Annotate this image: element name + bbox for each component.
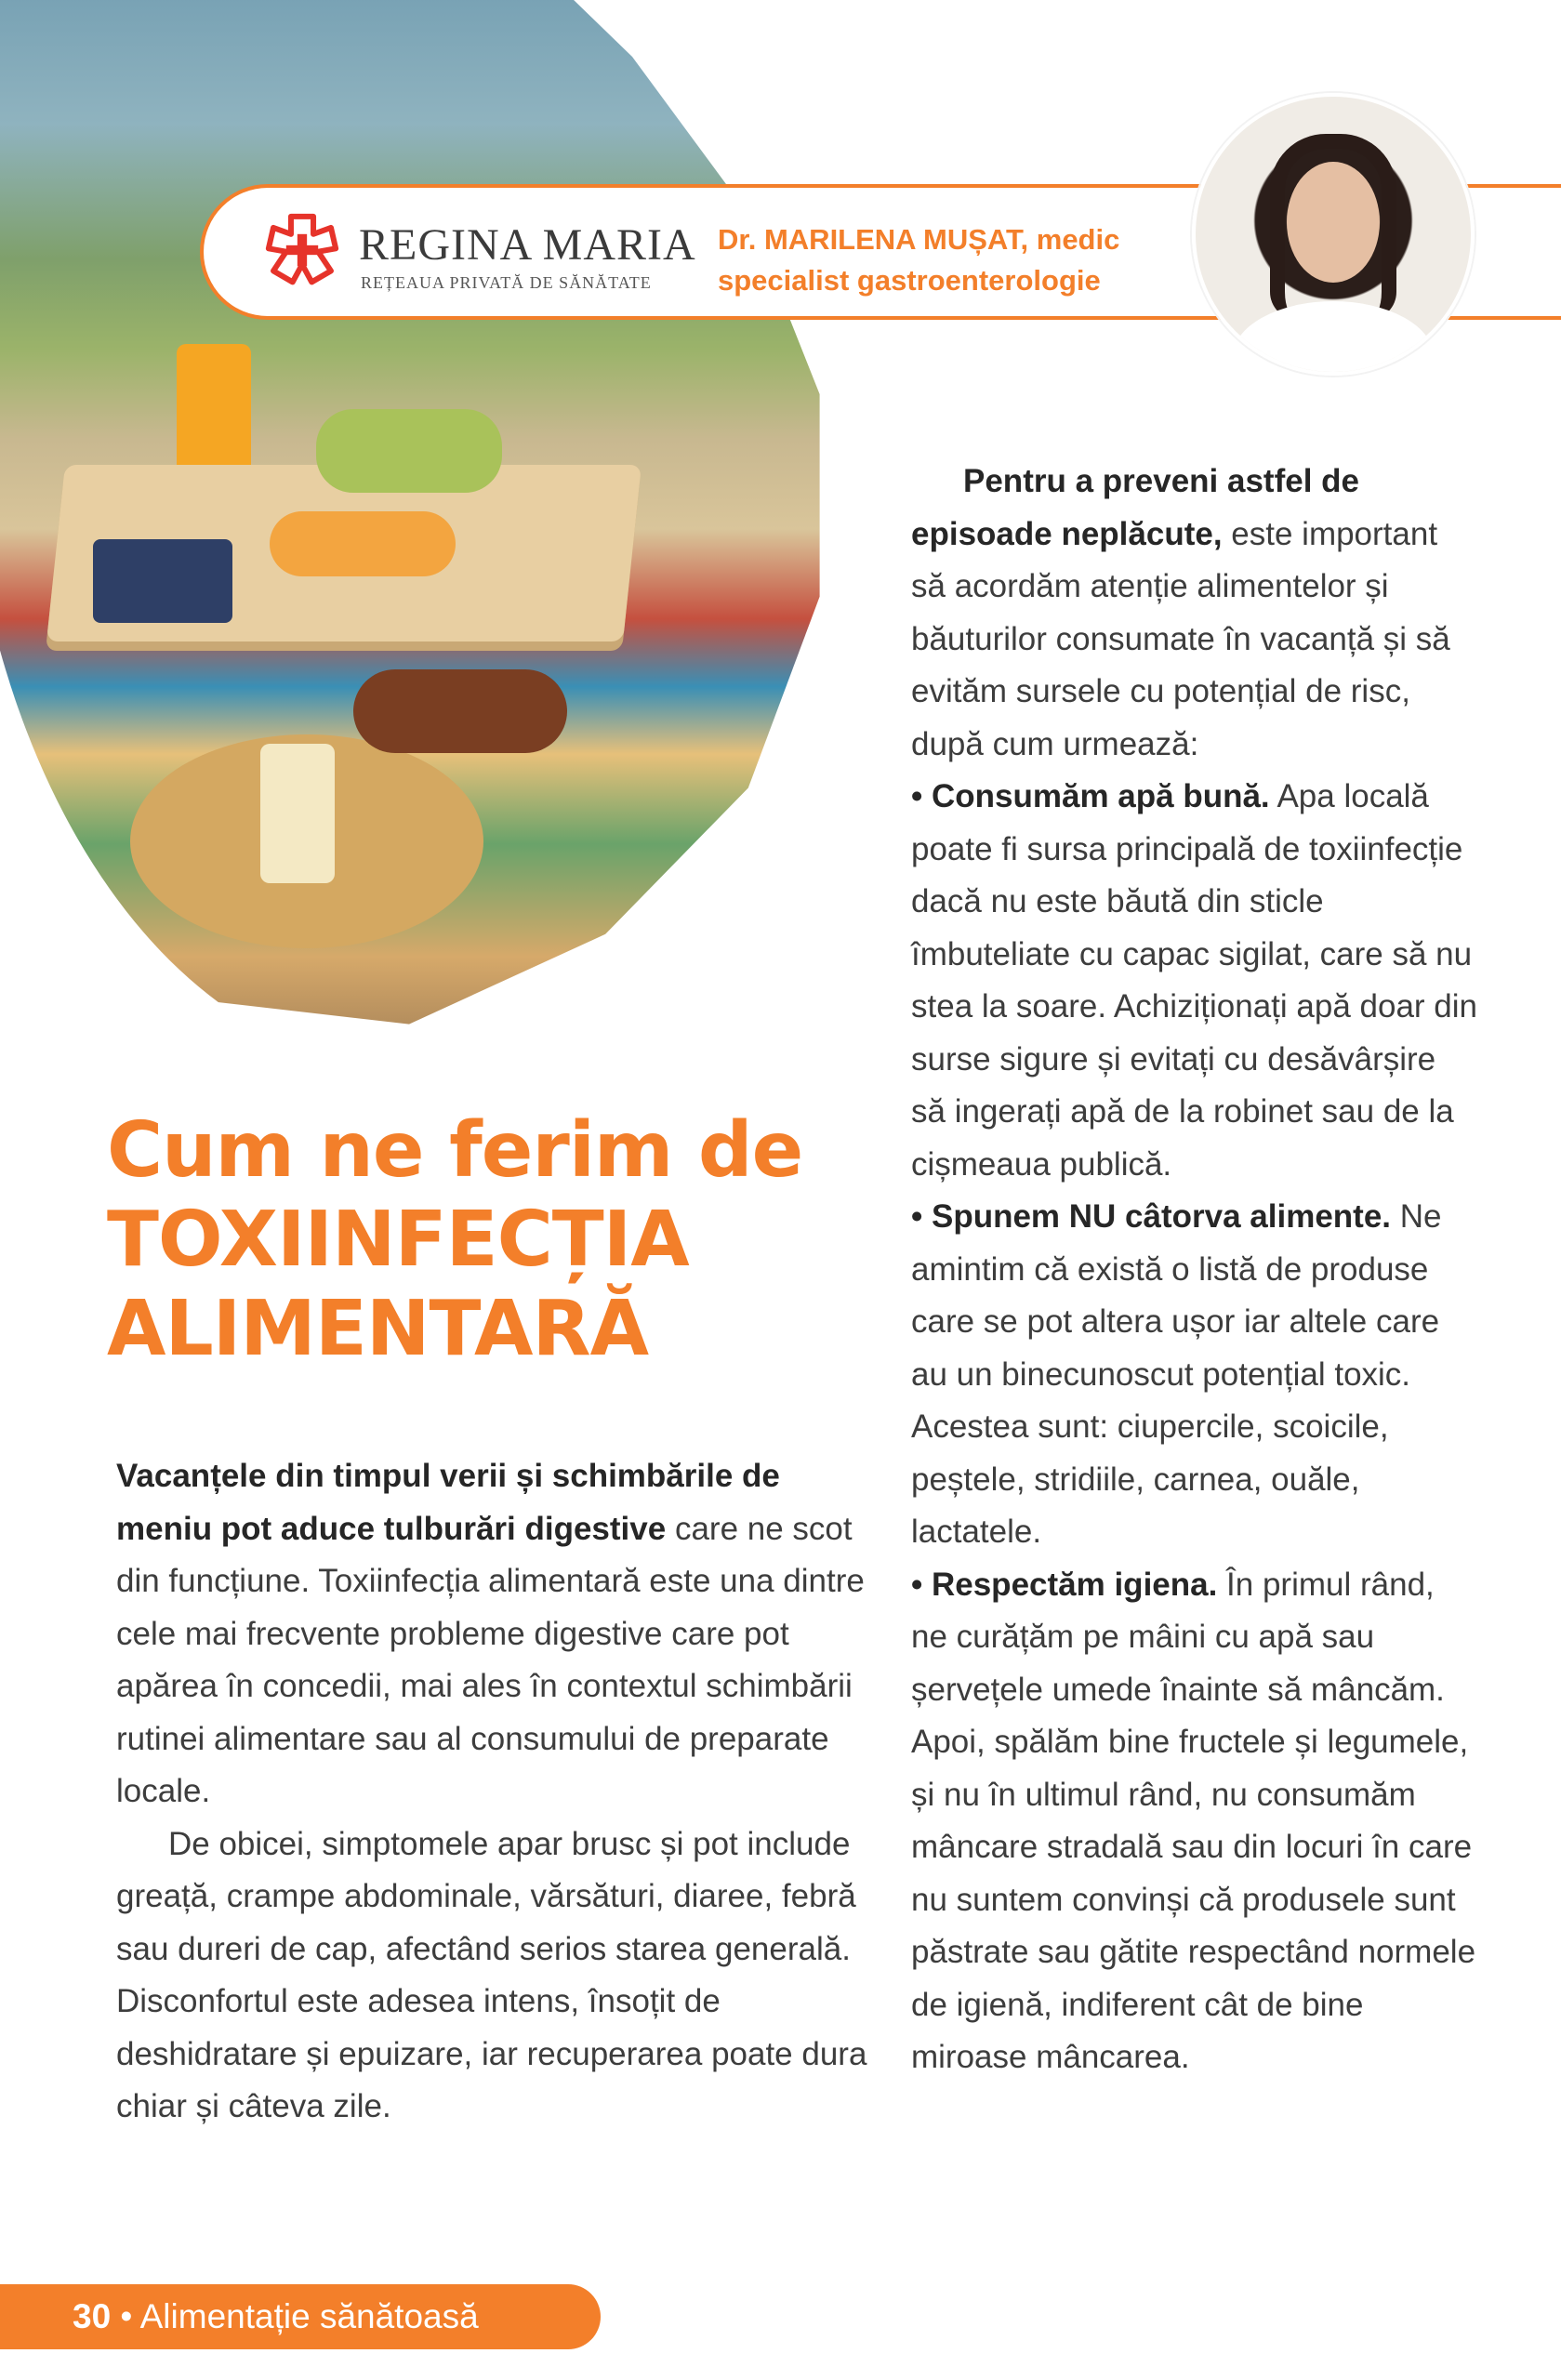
lead-bold: Vacanțele din timpul verii și schimbările de meniu pot aduce tulburări digestive bbox=[116, 1458, 780, 1547]
portrait-face bbox=[1287, 162, 1380, 283]
orange-slices bbox=[270, 511, 456, 576]
regina-maria-cross-icon bbox=[262, 210, 342, 290]
lead-text: care ne scot din funcțiune. Toxiinfecția alimentară este una dintre cele mai frecvente probleme digestive care pot apărea în concedii, mai ales în contextul schimbării rutinei alimentare sau al consumului de preparate locale. bbox=[116, 1510, 865, 1809]
right-column bbox=[911, 456, 1478, 2084]
author-portrait bbox=[1192, 93, 1475, 376]
title-line-3: ALIMENTARĂ bbox=[107, 1285, 649, 1373]
brand-tagline: REȚEAUA PRIVATĂ DE SĂNĂTATE bbox=[361, 273, 652, 292]
tip-water-bold: • Consumăm apă bună. bbox=[911, 778, 1270, 814]
lead-paragraph bbox=[116, 1450, 869, 1818]
brand-name: REGINA MARIA bbox=[359, 220, 696, 270]
blueberry-bowl bbox=[93, 539, 232, 623]
title-line-2: TOXIINFECȚIA bbox=[107, 1196, 689, 1284]
symptoms-paragraph: De obicei, simptomele apar brusc și pot include greață, crampe abdominale, vărsături, diaree, febră sau dureri de cap, afectând serios starea generală. Disconfortul este adesea intens, însoțit de deshidratare și epuizare, iar recuperarea poate dura chiar și câteva zile. bbox=[116, 1825, 867, 2124]
page-footer-tab bbox=[0, 2284, 601, 2349]
intro-text: este important să acordăm atenție alimentelor și băuturilor consumate în vacanță și să evităm sursele cu potențial de risc, după cum urmează: bbox=[911, 515, 1450, 762]
author-credit bbox=[718, 219, 1201, 301]
tip-hygiene-bold: • Respectăm igiena. bbox=[911, 1566, 1218, 1603]
prevention-intro bbox=[911, 456, 1478, 771]
tip-water bbox=[911, 771, 1478, 1191]
article-title bbox=[107, 1106, 906, 1374]
tip-water-text: Apa locală poate fi sursa principală de toxiinfecție dacă nu este băută din sticle îmbuteliate cu capac sigilat, care să nu stea la soare. Achiziționați apă doar din surse sigure și evitați cu desăvârșire să ingerați apă de la robinet sau de la cișmeaua publică. bbox=[911, 778, 1477, 1183]
tip-hygiene-text: În primul rând, ne curățăm pe mâini cu apă sau șervețele umede înainte să mâncăm. Apoi, spălăm bine fructele și legumele, și nu în ultimul rând, nu consumăm mâncare stradală sau din locuri în care nu suntem convinși că produsele sunt păstrate sau gătite respectând normele de igienă, indiferent cât de bine miroase mâncarea. bbox=[911, 1566, 1476, 2075]
lemon-jar bbox=[260, 744, 335, 883]
author-name: Dr. MARILENA MUȘAT, bbox=[718, 223, 1029, 256]
picnic-photo bbox=[0, 0, 855, 1069]
author-role: medic specialist gastroenterologie bbox=[718, 223, 1120, 297]
portrait-coat bbox=[1233, 301, 1434, 376]
tip-foods-text: Ne amintim că există o listă de produse care se pot altera ușor iar altele care au un binecunoscut potențial toxic. Acestea sunt: ciupercile, scoicile, peștele, stridiile, carnea, ouăle, lactatele. bbox=[911, 1198, 1442, 1550]
bread bbox=[353, 669, 567, 753]
tip-hygiene bbox=[911, 1559, 1478, 2084]
page-number: 30 bbox=[73, 2297, 112, 2335]
section-name: • Alimentație sănătoasă bbox=[111, 2297, 479, 2335]
title-line-1: Cum ne ferim de bbox=[107, 1106, 803, 1195]
intro-bold: Pentru a preveni astfel de episoade neplăcute, bbox=[911, 463, 1359, 552]
tip-foods-bold: • Spunem NU câtorva alimente. bbox=[911, 1198, 1392, 1235]
tip-foods bbox=[911, 1191, 1478, 1559]
grapes bbox=[316, 409, 502, 493]
left-column bbox=[116, 1450, 869, 2134]
